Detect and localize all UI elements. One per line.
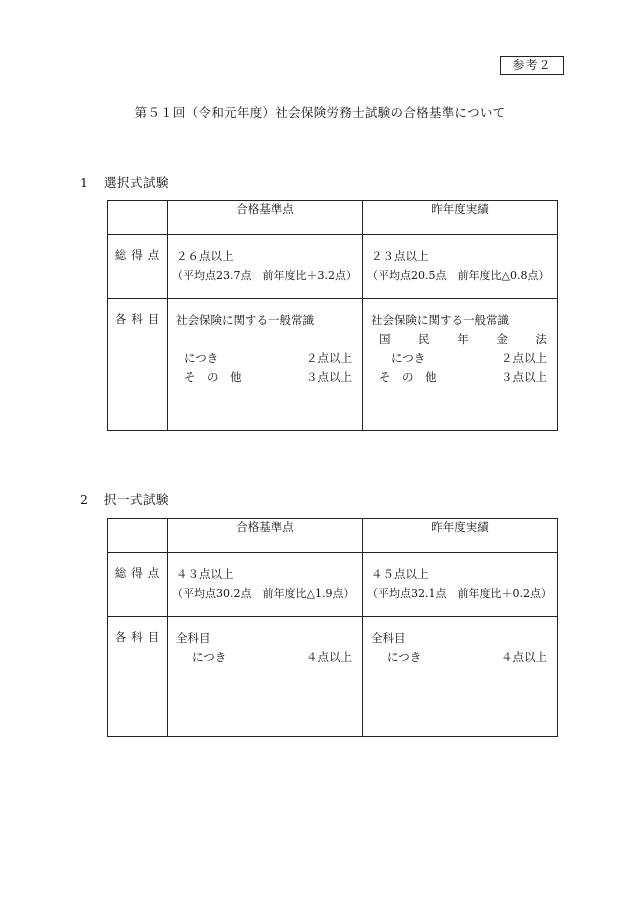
cell-previous-total: [363, 553, 558, 617]
previous-subject-line1: 社会保険に関する一般常識: [371, 313, 509, 327]
current-subject-line3: そ の 他 ３点以上: [184, 370, 352, 384]
current-total-sub: （平均点23.7点 前年度比＋3.2点）: [172, 269, 357, 282]
current-total-main: ２６点以上: [176, 249, 234, 263]
header-blank: [108, 519, 168, 553]
previous-subject-line1: 全科目: [371, 631, 406, 645]
header-last-year: 昨年度実績: [363, 519, 558, 553]
header-blank: [108, 201, 168, 235]
reference-label: 参考２: [500, 56, 564, 75]
cell-previous-total: [363, 235, 558, 299]
cell-current-subjects: [168, 617, 363, 737]
table-row-total: [108, 553, 558, 617]
table-row-subjects: [108, 299, 558, 431]
row-label-total: 総得点: [108, 553, 168, 617]
cell-previous-subjects: [363, 299, 558, 431]
table-header-row: [108, 201, 558, 235]
table-header-row: [108, 519, 558, 553]
header-pass-criteria: 合格基準点: [168, 201, 363, 235]
previous-total-sub: （平均点20.5点 前年度比△0.8点）: [367, 269, 550, 282]
current-subject-line1: 社会保険に関する一般常識: [176, 313, 314, 327]
section-number: 2: [80, 492, 89, 507]
current-subject-line2: につき ４点以上: [192, 650, 352, 664]
previous-total-sub: （平均点32.1点 前年度比＋0.2点）: [367, 587, 552, 600]
row-label-subjects: 各科目: [108, 299, 168, 431]
previous-subject-line2: につき ４点以上: [387, 650, 547, 664]
section-title: 択一式試験: [104, 492, 170, 507]
previous-total-main: ２３点以上: [371, 249, 429, 263]
criteria-table-selection: [107, 200, 558, 431]
cell-current-total: [168, 553, 363, 617]
cell-previous-subjects: [363, 617, 558, 737]
previous-subject-line2: につき ２点以上: [391, 351, 547, 365]
current-subject-line1: 全科目: [176, 631, 211, 645]
document-title: 第５１回（令和元年度）社会保険労務士試験の合格基準について: [134, 105, 506, 120]
cell-current-total: [168, 235, 363, 299]
row-label-subjects: 各科目: [108, 617, 168, 737]
section-heading-multiple-choice: [80, 173, 169, 191]
current-total-main: ４３点以上: [176, 567, 234, 581]
table-row-subjects: [108, 617, 558, 737]
section-title: 選択式試験: [104, 175, 170, 190]
previous-subject-line1b: 国 民 年 金 法: [379, 332, 547, 346]
header-pass-criteria: 合格基準点: [168, 519, 363, 553]
cell-current-subjects: [168, 299, 363, 431]
previous-total-main: ４５点以上: [371, 567, 429, 581]
criteria-table-multiple-choice: [107, 518, 558, 737]
section-heading-multiple-answer: [80, 490, 169, 508]
current-subject-line2: につき ２点以上: [184, 351, 352, 365]
row-label-total: 総得点: [108, 235, 168, 299]
section-number: 1: [80, 175, 89, 190]
table-row-total: [108, 235, 558, 299]
current-total-sub: （平均点30.2点 前年度比△1.9点）: [172, 587, 355, 600]
header-last-year: 昨年度実績: [363, 201, 558, 235]
previous-subject-line3: そ の 他 ３点以上: [379, 370, 547, 384]
